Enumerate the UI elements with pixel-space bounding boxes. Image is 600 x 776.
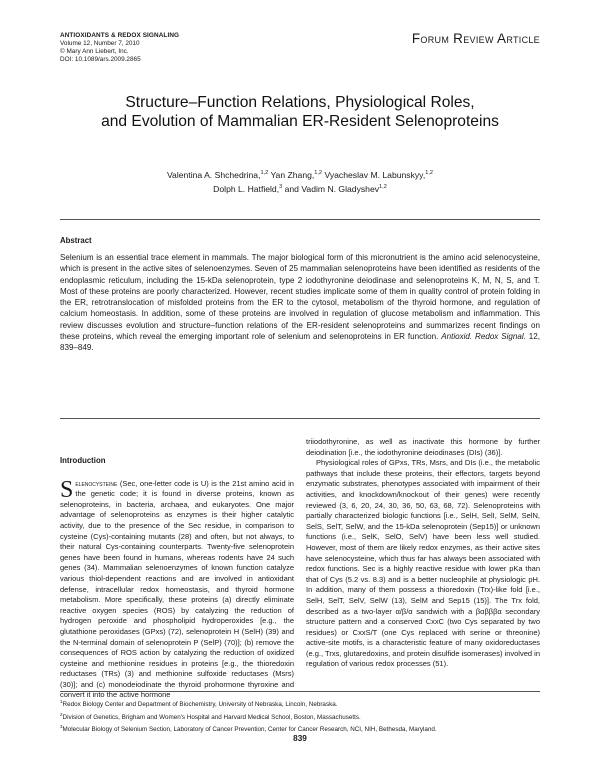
intro-heading: Introduction	[60, 456, 106, 465]
drop-cap: S	[60, 476, 74, 503]
footnote-marker: 1	[60, 699, 63, 704]
footnote-text: Molecular Biology of Selenium Section, Laboratory of Cancer Prevention, Center for Cancer Research, NCI, NIH, Bethesda, Maryland.	[62, 726, 437, 734]
footnote-2	[60, 710, 540, 723]
right-paragraph-2: Physiological roles of GPxs, TRs, Msrs, and DIs (i.e., the metabolic pathways that include these proteins, their effectors, targets beyond enzymatic substrates, phenotypes associated with impairment of their activities, and knockdown/knockout of their genes) were recently reviewed (3, 6, 20, 24, 30, 36, 50, 63, 68, 72). Selenoproteins with partially characterized biologic functions [i.e., SelH, SelI, SelM, SelN, SelS, SelT, SelW, and the 15-kDa selenoprotein (Sep15)] or unknown functions (i.e., SelK, SelO, SelV) have been less well studied. However, most of them are likely redox enzymes, as their active sites have selenocysteine, which thus far has always been associated with redox functions. Sec is a highly reactive residue with lower pKa than that of Cys (5.2 vs. 8.3) and is a better nucleophile at physiologic pH. In addition, many of them possess a thioredoxin (Trx)-like fold [i.e., SelH, SelT, SelV, SelW (13), SelM and Sep15 (15)]. The Trx fold, described as a two-layer α/β/α sandwich with a βαβββα secondary structure pattern and a conserved CxxC (two Cys separated by two residues) or CxxS/T (one Cys replaced with serine or threonine) active-site motifs, is a characteristic feature of many oxidoreductases (e.g., Trxs, glutaredoxins, and protein disulfide isomerases) involved in regulation of various redox processes (51).	[306, 458, 540, 669]
journal-name: ANTIOXIDANTS & REDOX SIGNALING	[60, 32, 180, 39]
author-affiliation: 3	[279, 184, 283, 191]
abstract-citation-journal: Antioxid. Redox Signal.	[441, 331, 526, 341]
author-line-2	[60, 181, 540, 195]
abstract-heading: Abstract	[60, 236, 92, 245]
author-name: and Vadim N. Gladyshev	[284, 184, 380, 195]
footnote-text: Division of Genetics, Brigham and Women's Hospital and Harvard Medical School, Boston, Massachusetts.	[62, 713, 361, 721]
footnote-rule	[60, 691, 540, 692]
affiliation-footnotes	[60, 697, 540, 735]
footnote-marker: 2	[60, 711, 63, 717]
right-column	[306, 437, 540, 670]
abstract-body	[60, 252, 540, 353]
journal-copyright: © Mary Ann Liebert, Inc.	[60, 48, 129, 56]
title-line-1: Structure–Function Relations, Physiological Roles,	[125, 94, 475, 111]
journal-doi: DOI: 10.1089/ars.2009.2865	[60, 56, 141, 64]
author-name: Yan Zhang,	[270, 169, 315, 180]
page-number: 839	[293, 734, 307, 743]
author-affiliation: 1,2	[379, 184, 387, 191]
journal-info	[60, 32, 280, 64]
intro-paragraph-1	[60, 476, 294, 701]
author-line-1	[60, 167, 540, 181]
author-name: Valentina A. Shchedrina,	[166, 169, 261, 180]
author-affiliation: 1,2	[260, 170, 269, 176]
intro-smallcaps: elenocysteine	[75, 478, 118, 488]
author-affiliation: 1,2	[425, 170, 434, 176]
intro-paragraph-1-text: (Sec, one-letter code is U) is the 21st amino acid in the genetic code; it is found in diverse proteins, known as selenoproteins, in bacteria, archaea, and eukaryotes. One major advantage of selenoproteins as enzymes is their higher catalytic activity, due to the presence of the Sec residue, in comparison to cysteine (Cys)-containing mutants (28) and often, but not always, to their natural Cys-containing counterparts. Twenty-five selenoprotein genes have been found in humans, whereas rodents have 24 such genes (34). Mammalian selenoenzymes of known function catalyze various thiol-dependent reactions and are involved in antioxidant defense, intracellular redox homeostasis, and thyroid hormone metabolism. More specifically, these proteins (a) directly eliminate reactive oxygen species (ROS) by catalyzing the reduction of hydrogen peroxide and phospholipid hydroperoxides [e.g., the glutathione peroxidases (GPxs) (72), selenoprotein H (SelH) (39) and the N-terminal domain of selenoprotein P (SelP) (70)]; (b) remove the consequences of ROS action by catalyzing the reduction of oxidized cysteine and methionine residues in proteins [e.g., the thioredoxin reductases (TRs) (3) and methionine sulfoxide reductases (Msrs) (30)]; and (c) monodeiodinate the thyroid prohormone thyroxine and convert it into the active hormone	[60, 478, 294, 700]
author-name: Dolph L. Hatfield,	[213, 184, 280, 195]
abstract-citation-rest: 12, 839–849.	[60, 331, 540, 352]
right-paragraph-1: triiodothyronine, as well as inactivate this hormone by further deiodination [i.e., the iodothyronine deiodinases (DIs) (36)].	[306, 437, 540, 457]
left-column	[60, 456, 294, 701]
footnote-marker: 3	[60, 724, 63, 729]
author-affiliation: 1,2	[314, 170, 323, 176]
journal-volume: Volume 12, Number 7, 2010	[60, 40, 140, 48]
footnote-3	[60, 722, 540, 735]
title-line-2: and Evolution of Mammalian ER-Resident Selenoproteins	[101, 113, 499, 130]
author-name: Vyacheslav M. Labunskyy,	[324, 169, 426, 180]
footnote-text: Redox Biology Center and Department of Biochemistry, University of Nebraska, Lincoln, Nebraska.	[62, 701, 338, 709]
abstract-bottom-rule	[60, 418, 540, 419]
article-type: Forum Review Article	[411, 31, 540, 46]
footnote-1	[60, 697, 540, 710]
author-list	[60, 167, 540, 196]
article-title	[60, 93, 540, 131]
abstract-text: Selenium is an essential trace element in mammals. The major biological form of this micronutrient is the amino acid selenocysteine, which is present in the active sites of selenoenzymes. Seven of 25 mammalian selenoproteins have been identified as residents of the endoplasmic reticulum, including the 15-kDa selenoprotein, type 2 iodothyronine deiodinase and selenoproteins K, M, N, S, and T. Most of these proteins are poorly characterized. However, recent studies implicate some of them in quality control of protein folding in the ER, retrotranslocation of misfolded proteins from the ER to the cytosol, metabolism of the thyroid hormone, and regulation of calcium homeostasis. In addition, some of these proteins are involved in regulation of glucose metabolism and inflammation. This review discusses evolution and structure–function relations of the ER-resident selenoproteins and summarizes recent findings on these proteins, which reveal the emerging important role of selenium and selenoproteins in ER function.	[60, 253, 540, 341]
abstract-top-rule	[60, 219, 540, 220]
